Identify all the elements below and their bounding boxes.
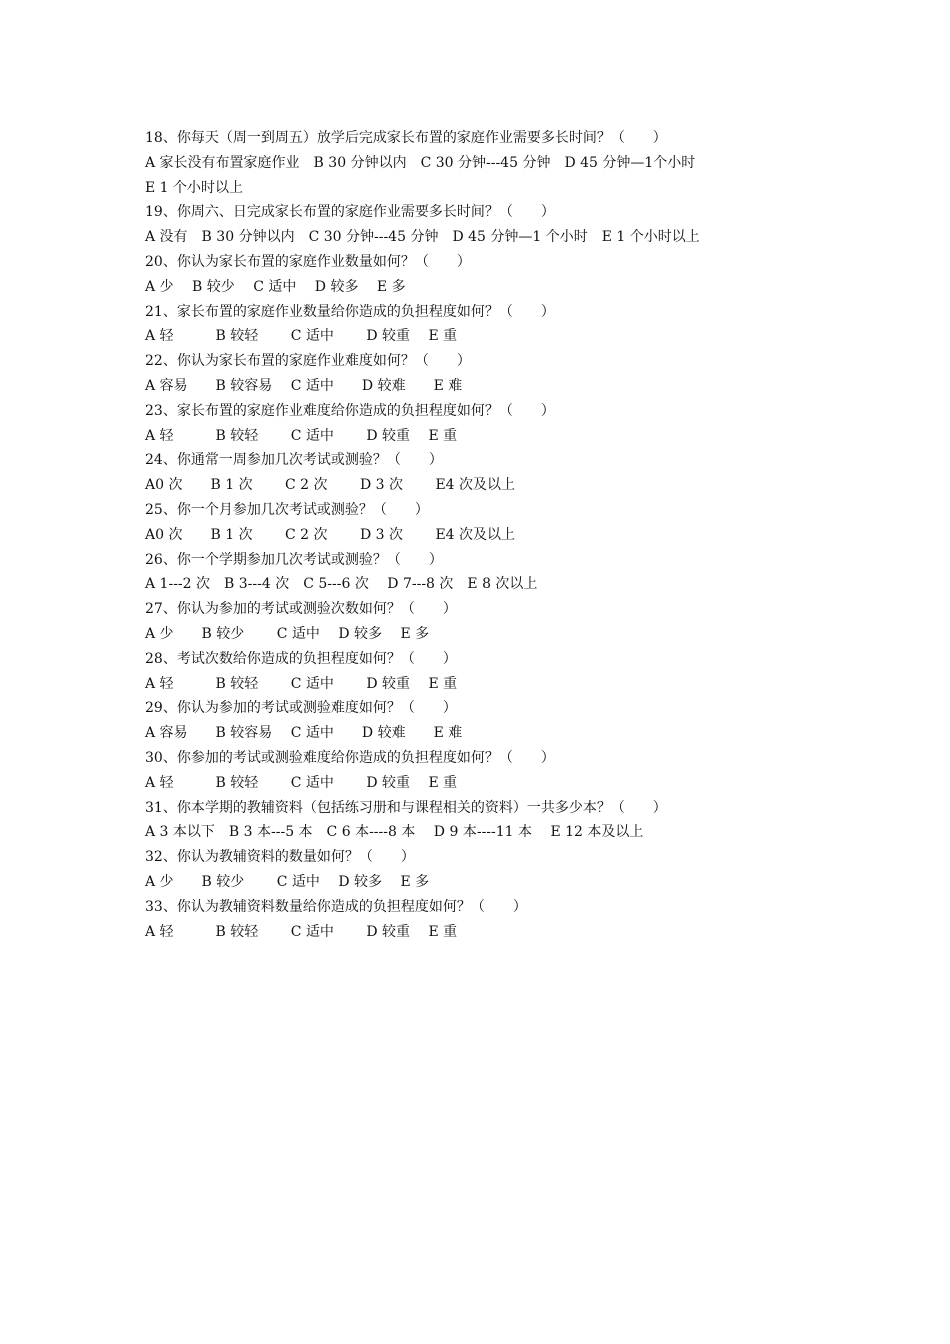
options-21: A 轻 B 较轻 C 适中 D 较重 E 重 <box>145 328 458 345</box>
options-29: A 容易 B 较容易 C 适中 D 较难 E 难 <box>145 725 463 742</box>
question-32: 32、你认为教辅资料的数量如何？（ ） <box>145 849 415 866</box>
options-31: A 3 本以下 B 3 本---5 本 C 6 本----8 本 D 9 本----11 本 E 12 本及以上 <box>145 824 644 841</box>
options-20: A 少 B 较少 C 适中 D 较多 E 多 <box>145 278 406 295</box>
options-18: A 家长没有布置家庭作业 B 30 分钟以内 C 30 分钟---45 分钟 D 45 分钟—1个小时 <box>145 154 696 171</box>
question-25: 25、你一个月参加几次考试或测验？（ ） <box>145 501 429 518</box>
options-32: A 少 B 较少 C 适中 D 较多 E 多 <box>145 873 430 890</box>
question-22: 22、你认为家长布置的家庭作业难度如何？（ ） <box>145 353 471 370</box>
options-25: A0 次 B 1 次 C 2 次 D 3 次 E4 次及以上 <box>145 526 516 543</box>
question-33: 33、你认为教辅资料数量给你造成的负担程度如何？（ ） <box>145 898 527 915</box>
options-19: A 没有 B 30 分钟以内 C 30 分钟---45 分钟 D 45 分钟—1 个小时 E 1 个小时以上 <box>145 229 700 246</box>
question-23: 23、家长布置的家庭作业难度给你造成的负担程度如何？（ ） <box>145 402 555 419</box>
question-21: 21、家长布置的家庭作业数量给你造成的负担程度如何？（ ） <box>145 303 555 320</box>
question-20: 20、你认为家长布置的家庭作业数量如何？（ ） <box>145 253 471 270</box>
question-26: 26、你一个学期参加几次考试或测验？（ ） <box>145 551 443 568</box>
question-18: 18、你每天（周一到周五）放学后完成家长布置的家庭作业需要多长时间？（ ） <box>145 130 667 146</box>
question-31: 31、你本学期的教辅资料（包括练习册和与课程相关的资料）一共多少本？（ ） <box>145 799 667 816</box>
question-28: 28、考试次数给你造成的负担程度如何？（ ） <box>145 650 457 667</box>
options-24: A0 次 B 1 次 C 2 次 D 3 次 E4 次及以上 <box>145 477 516 494</box>
question-24: 24、你通常一周参加几次考试或测验？（ ） <box>145 452 443 469</box>
options-23: A 轻 B 较轻 C 适中 D 较重 E 重 <box>145 427 458 444</box>
options-22: A 容易 B 较容易 C 适中 D 较难 E 难 <box>145 377 463 394</box>
options-27: A 少 B 较少 C 适中 D 较多 E 多 <box>145 625 430 642</box>
options-26: A 1---2 次 B 3---4 次 C 5---6 次 D 7---8 次 E 8 次以上 <box>145 576 538 593</box>
question-30: 30、你参加的考试或测验难度给你造成的负担程度如何？（ ） <box>145 749 555 766</box>
options-33: A 轻 B 较轻 C 适中 D 较重 E 重 <box>145 923 458 940</box>
options-28: A 轻 B 较轻 C 适中 D 较重 E 重 <box>145 675 458 692</box>
question-19: 19、你周六、日完成家长布置的家庭作业需要多长时间？（ ） <box>145 204 555 221</box>
questionnaire-page <box>145 126 825 944</box>
question-29: 29、你认为参加的考试或测验难度如何？（ ） <box>145 700 457 717</box>
options-18-continued: E 1 个小时以上 <box>145 179 244 196</box>
question-27: 27、你认为参加的考试或测验次数如何？（ ） <box>145 601 457 618</box>
options-30: A 轻 B 较轻 C 适中 D 较重 E 重 <box>145 774 458 791</box>
